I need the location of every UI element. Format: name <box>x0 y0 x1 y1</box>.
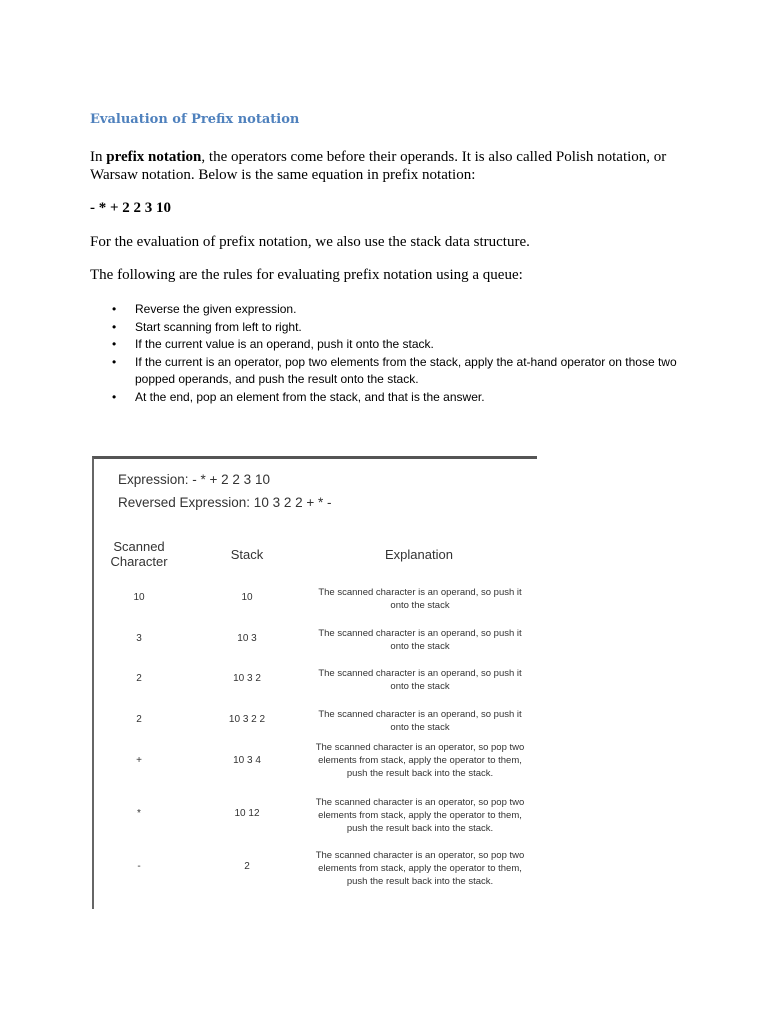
scanned-char-cell: - <box>137 861 141 872</box>
intro-rest: , the operators come before their operands. It is also called Polish notation, or Warsaw notation. Below is the same equation in prefix notation: <box>90 149 667 183</box>
stack-cell: 10 12 <box>234 808 260 819</box>
explanation-cell: The scanned character is an operator, so pop two elements from stack, apply the operator to them, push the result back into the stack. <box>315 850 525 887</box>
scanned-char-cell: 10 <box>133 592 145 603</box>
rule-text: If the current is an operator, pop two elements from the stack, apply the at-hand operator on those two popped operands, and push the result onto the stack. <box>135 354 677 386</box>
list-item <box>90 389 680 407</box>
bullet-icon: • <box>112 389 117 404</box>
section-heading: Evaluation of Prefix notation <box>90 112 300 127</box>
bullet-icon: • <box>112 302 117 316</box>
list-item <box>90 319 680 337</box>
header-scanned-character <box>104 539 174 569</box>
rules-list <box>90 301 680 406</box>
rule-text: Start scanning from left to right. <box>135 319 302 334</box>
explanation-cell: The scanned character is an operand, so push it onto the stack <box>318 709 522 733</box>
stack-cell: 10 3 4 <box>233 755 261 766</box>
scanned-char-cell: 2 <box>136 673 142 684</box>
evaluation-figure <box>92 456 537 909</box>
explanation-cell: The scanned character is an operator, so pop two elements from stack, apply the operator to them, push the result back into the stack. <box>315 797 525 834</box>
intro-bold-term: prefix notation <box>106 149 202 165</box>
prefix-expression: - * + 2 2 3 10 <box>90 200 172 216</box>
stack-cell: 10 3 <box>237 633 257 644</box>
stack-cell: 10 3 2 2 <box>228 714 266 725</box>
stack-sentence: For the evaluation of prefix notation, we also use the stack data structure. <box>90 234 530 250</box>
scanned-char-cell: * <box>137 808 141 819</box>
header-stack: Stack <box>230 547 264 562</box>
rules-intro: The following are the rules for evaluating prefix notation using a queue: <box>90 267 523 283</box>
explanation-cell: The scanned character is an operand, so push it onto the stack <box>318 628 522 652</box>
rule-text: Reverse the given expression. <box>135 302 297 316</box>
rule-text: If the current value is an operand, push it onto the stack. <box>135 337 434 351</box>
scanned-char-cell: 2 <box>136 714 142 725</box>
figure-expression: Expression: - * + 2 2 3 10 <box>118 472 270 487</box>
explanation-cell: The scanned character is an operator, so pop two elements from stack, apply the operator to them, push the result back into the stack. <box>315 742 525 779</box>
stack-cell: 2 <box>244 861 250 872</box>
list-item <box>90 354 680 389</box>
rule-text: At the end, pop an element from the stack, and that is the answer. <box>135 389 485 404</box>
figure-reversed-expression: Reversed Expression: 10 3 2 2 + * - <box>118 495 332 510</box>
bullet-icon: • <box>112 354 117 369</box>
bullet-icon: • <box>112 319 117 334</box>
explanation-cell: The scanned character is an operand, so push it onto the stack <box>318 668 522 692</box>
intro-paragraph <box>90 148 690 184</box>
stack-cell: 10 <box>241 592 253 603</box>
header-scanned-line1: Scanned <box>113 539 165 554</box>
list-item <box>90 301 680 319</box>
header-scanned-line2: Character <box>110 554 168 569</box>
scanned-char-cell: + <box>136 755 142 766</box>
stack-cell: 10 3 2 <box>233 673 261 684</box>
intro-prefix: In <box>90 149 107 165</box>
bullet-icon: • <box>112 337 117 351</box>
header-explanation: Explanation <box>385 547 453 562</box>
explanation-cell: The scanned character is an operand, so push it onto the stack <box>318 587 522 611</box>
scanned-char-cell: 3 <box>136 633 142 644</box>
list-item <box>90 336 680 354</box>
